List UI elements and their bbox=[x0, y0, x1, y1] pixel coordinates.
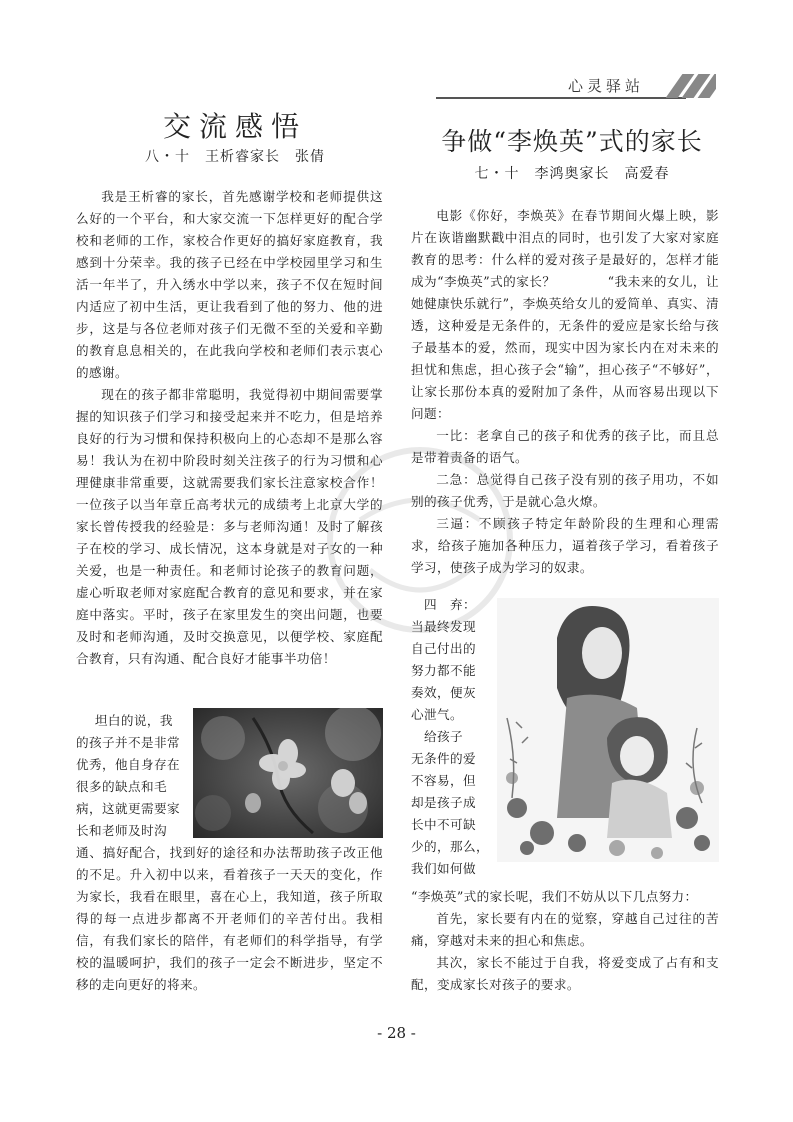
watermark-seal bbox=[300, 440, 540, 640]
right-article-continuation bbox=[411, 886, 719, 996]
right-article-title: 争做“李焕英”式的家长 bbox=[441, 127, 703, 156]
paragraph: 现在的孩子都非常聪明，我觉得初中期间需要掌握的知识孩子们学习和接受起来并不吃力，但是培养良好的行为习惯和保持积极向上的心态却不是那么容易！我认为在初中阶段时刻关注孩子的行为习惯和心理健康非常重要，这就需要我们家长注意家校合作！一位孩子以当年章丘高考状元的成绩考上北京大学的家长曾传授我的经验是：多与老师沟通！及时了解孩子在校的学习、成长情况，这本身就是对子女的一种关爱，也是一种责任。和老师讨论孩子的教育问题，虚心听取老师对家庭配合教育的意见和要求，并在家庭中落实。平时，孩子在家里发生的突出问题，也要及时和老师沟通，及时交换意见，以便学校、家庭配合教育，只有沟通、配合良好才能事半功倍！ bbox=[76, 387, 383, 666]
wrap-line: 长中不可缺 bbox=[411, 817, 476, 832]
wrap-line: 无条件的爱 bbox=[411, 751, 476, 766]
wrap-line: 优秀，他自身存在 bbox=[76, 757, 180, 772]
wrap-line: 坦白的说，我 bbox=[94, 713, 173, 728]
wrap-line: 当最终发现 bbox=[411, 619, 476, 634]
paragraph: 我是王析睿的家长，首先感谢学校和老师提供这么好的一个平台，和大家交流一下怎样更好的配合学校和老师的工作，家校合作更好的搞好家庭教育，我感到十分荣幸。我的孩子已经在中学校园里学习和生活一年半了，升入绣水中学以来，孩子不仅在短时间内适应了初中生活，更让我看到了他的努力、他的进步，这是与各位老师对孩子们无微不至的关爱和辛勤的教育息息相关的，在此我向学校和老师们表示衷心的感谢。 bbox=[76, 189, 383, 380]
left-article-title: 交流感悟 bbox=[162, 110, 307, 143]
wrap-line: 奏效，便灰 bbox=[411, 685, 476, 700]
wrap-line: 很多的缺点和毛 bbox=[76, 779, 167, 794]
wrap-line: 自己付出的 bbox=[411, 641, 476, 656]
wrap-line: 心泄气。 bbox=[411, 707, 463, 722]
paragraph: 其次，家长不能过于自我，将爱变成了占有和支配，变成家长对孩子的要求。 bbox=[411, 955, 719, 992]
wrap-line: 少的，那么， bbox=[411, 839, 489, 854]
wrap-line: 长和老师及时沟 bbox=[76, 823, 167, 838]
right-article-byline: 七・十 李鸿奥家长 高爱春 bbox=[474, 166, 670, 182]
left-article-continuation bbox=[76, 842, 383, 996]
section-title: 心灵驿站 bbox=[568, 77, 645, 95]
wrap-line: 我们如何做 bbox=[411, 861, 476, 876]
wrap-line: 给孩子 bbox=[411, 729, 463, 744]
paragraph: 首先，家长要有内在的觉察，穿越自己过往的苦痛，穿越对未来的担心和焦虑。 bbox=[411, 911, 719, 948]
page-number: - 28 - bbox=[377, 1024, 416, 1042]
wrap-line: 却是孩子成 bbox=[411, 795, 476, 810]
wrap-line: 努力都不能 bbox=[411, 663, 476, 678]
wrap-line: 不容易，但 bbox=[411, 773, 476, 788]
wrap-line: 的孩子并不是非常 bbox=[76, 735, 180, 750]
left-wrap-text bbox=[76, 710, 188, 842]
paragraph: 三逼：不顾孩子特定年龄阶段的生理和心理需求，给孩子施加各种压力，逼着孩子学习，看着孩子学习，使孩子成为学习的奴隶。 bbox=[411, 516, 719, 575]
header-rule bbox=[436, 97, 686, 99]
header-stripes-decoration bbox=[666, 74, 716, 98]
wrap-line: 病，这就更需要家 bbox=[76, 801, 180, 816]
flower-photo bbox=[193, 708, 383, 838]
paragraph: 二急：总觉得自己孩子没有别的孩子用功，不如别的孩子优秀，于是就心急火燎。 bbox=[411, 472, 719, 509]
wrap-line: 四 弃： bbox=[411, 597, 476, 612]
paragraph: 一比：老拿自己的孩子和优秀的孩子比，而且总是带着责备的语气。 bbox=[411, 428, 719, 465]
paragraph: 电影《你好，李焕英》在春节期间火爆上映，影片在诙谐幽默戳中泪点的同时，也引发了大家对家庭教育的思考：什么样的爱对孩子是最好的，怎样才能成为“李焕英”式的家长？ “我未来的女儿，让她健康快乐就行”，李焕英给女儿的爱简单、真实、清透，这种爱是无条件的，无条件的爱应是家长给与孩子最基本的爱，然而，现实中因为家长内在对未来的担忧和焦虑，担心孩子会“输”，担心孩子“不够好”，让家长那份本真的爱附加了条件，从而容易出现以下问题： bbox=[411, 208, 719, 421]
paragraph: 通、搞好配合，找到好的途径和办法帮助孩子改正他的不足。升入初中以来，看着孩子一天天的变化，作为家长，我看在眼里，喜在心上，我知道，孩子所取得的每一点进步都离不开老师们的辛苦付出。我相信，有我们家长的陪伴，有老师们的科学指导，有学校的温暖呵护，我们的孩子一定会不断进步，坚定不移的走向更好的将来。 bbox=[76, 845, 383, 992]
left-article-byline: 八・十 王析睿家长 张倩 bbox=[145, 149, 325, 165]
paragraph: “李焕英”式的家长呢，我们不妨从以下几点努力： bbox=[411, 889, 698, 904]
